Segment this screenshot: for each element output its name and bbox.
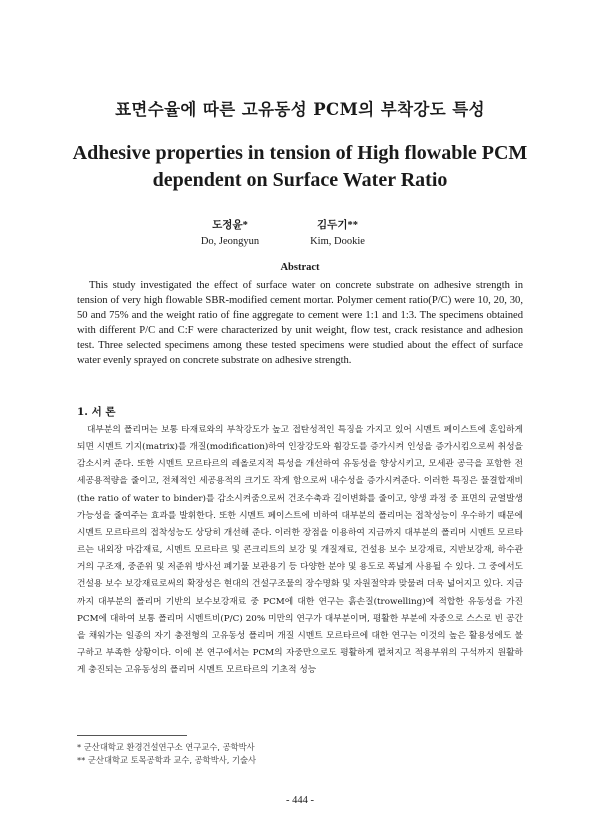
author-2-name-en: Kim, Dookie [310,236,365,247]
author-1-name-en: Do, Jeongyun [200,236,260,247]
title-english: Adhesive properties in tension of High flowable PCM dependent on Surface Water Ratio [72,142,528,191]
footnotes [77,741,523,767]
section-heading-introduction: 1. 서 론 [77,406,116,418]
abstract-text: This study investigated the effect of surface water on concrete substrate on adhesive strength in tension of very high flowable SBR-modified cement mortar. Polymer cement ratio(P/C) were 10, 20, 30, 50 and 75% and the weight ratio of fine aggregate to cement were 1:1 and 1:3. The specimens obtained with different P/C and C:F were characterized by unit weight, flow test, crack resistance and adhesion test. Three selected specimens among these tested specimens were studied about the effect of surface water evenly sprayed on concrete substrate on adhesive strength. [77,280,523,367]
page-number: - 444 - [286,795,314,806]
author-block [0,218,600,252]
author-2 [300,218,375,250]
introduction-paragraph: 대부분의 폴리머는 보통 타재료와의 부착강도가 높고 접탄성적인 특징을 가지고 있어 시멘트 페이스트에 혼입하게 되면 시멘트 기지(matrix)를 개질(modification)하여 인장강도와 휨강도를 증가시켜 인성을 증가시킴으로써 취성을 감소시켜 준다. 또한 시멘트 모르타르의 레올로지적 특성을 개선하여 유동성을 향상시키고, 모세관 공극을 포함한 전 세공용적량을 줄이고, 전체적인 세공용적의 크기도 작게 함으로써 내수성을 증가시켜준다. 이러한 특징은 물결합재비(the ratio of water to binder)를 감소시켜줌으로써 건조수축과 길이변화를 줄이고, 양생 과정 중 표면의 균열발생 가능성을 줄여주는 효과를 발휘한다. 또한 시멘트 페이스트에 비하여 대부분의 폴리머는 접착성능이 우수하기 때문에 시멘트 모르타르의 접착성능도 상당히 개선해 준다. 이러한 장점을 이용하여 지금까지 대부분의 폴리머 시멘트 모르타르는 내외장 마감재료, 시멘트 모르타르 및 콘크리트의 보강 및 개질재료, 건설용 보수 보강재료, 지반보강재, 하수관거의 구조재, 중준위 및 저준위 방사선 폐기물 보관용기 등 다양한 분야 및 용도로 폭넓게 사용될 수 있다. 그 중에서도 건설용 보수 보강재료로써의 확장성은 현대의 건설구조물의 장수명화 및 자원절약과 맞물려 더욱 넓어지고 있다. 지금까지 대부분의 폴리머 기반의 보수보강재료 중 PCM에 대한 연구는 흙손질(trowelling)에 적합한 유동성을 가진 PCM에 대하여 보통 폴리머 시멘트비(P/C) 20% 미만의 연구가 대부분이며, 평활한 부분에 자중으로 스스로 빈 공간을 채워가는 일종의 자기 충전형의 고유동성 폴리머 개질 시멘트 모르타르에 대한 연구는 이것의 높은 활용성에도 불구하고 부족한 상황이다. 이에 본 연구에서는 PCM의 자중만으로도 평활하게 펼쳐지고 적용부위의 구석까지 원활하게 충진되는 고유동성의 폴리머 시멘트 모르타르의 기초적 성능 [77,425,523,676]
title-korean: 표면수율에 따른 고유동성 PCM의 부착강도 특성 [115,100,485,119]
footnote-divider [77,735,187,736]
author-2-name-ko: 김두기** [317,220,358,231]
footnote-2: ** 군산대학교 토목공학과 교수, 공학박사, 기술사 [77,755,257,765]
abstract-heading: Abstract [280,262,320,273]
author-1-name-ko: 도정윤* [212,220,248,231]
author-1 [195,218,265,250]
footnote-1: * 군산대학교 환경건설연구소 연구교수, 공학박사 [77,742,255,752]
